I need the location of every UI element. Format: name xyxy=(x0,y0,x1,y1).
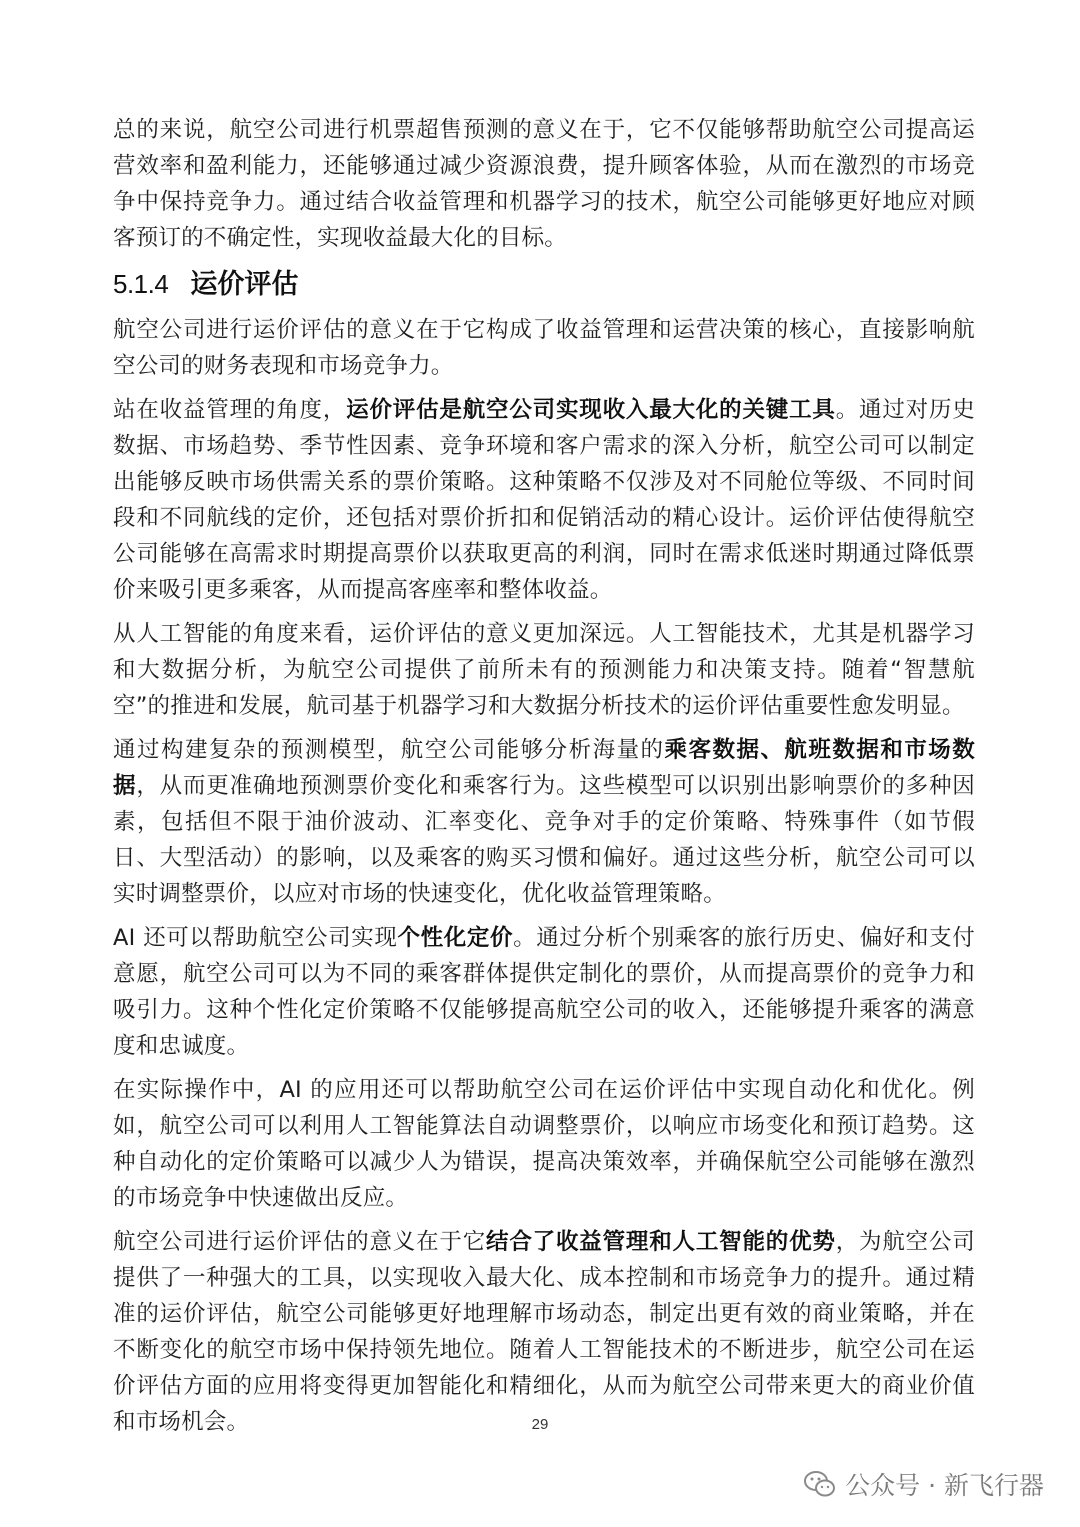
watermark-text: 公众号 · 新飞行器 xyxy=(845,1471,1044,1500)
section-title: 运价评估 xyxy=(190,269,299,300)
paragraph-1: 航空公司进行运价评估的意义在于它构成了收益管理和运营决策的核心，直接影响航空公司的财务表现和市场竞争力。 xyxy=(113,317,975,379)
p7-bold: 结合了收益管理和人工智能的优势 xyxy=(486,1229,836,1255)
p5-bold: 个性化定价 xyxy=(397,925,514,951)
p2-text-before: 站在收益管理的角度， xyxy=(113,397,347,423)
paragraph-2 xyxy=(113,392,975,608)
paragraph-4 xyxy=(113,732,975,912)
document-body xyxy=(113,112,975,1440)
paragraph-5 xyxy=(113,920,975,1064)
p4-bold: 乘客数据、航班数据和市场数据 xyxy=(113,737,975,799)
p5-text-after: 。通过分析个别乘客的旅行历史、偏好和支付意愿，航空公司可以为不同的乘客群体提供定制化的票价，从而提高票价的竞争力和吸引力。这种个性化定价策略不仅能够提高航空公司的收入，还能够提升乘客的满意度和忠诚度。 xyxy=(113,925,975,1059)
section-number: 5.1.4 xyxy=(113,269,169,299)
page-number: 29 xyxy=(531,1416,549,1433)
intro-paragraph: 总的来说，航空公司进行机票超售预测的意义在于，它不仅能够帮助航空公司提高运营效率和盈利能力，还能够通过减少资源浪费，提升顾客体验，从而在激烈的市场竞争中保持竞争力。通过结合收益管理和机器学习的技术，航空公司能够更好地应对顾客预订的不确定性，实现收益最大化的目标。 xyxy=(113,117,975,251)
paragraph-3: 从人工智能的角度来看，运价评估的意义更加深远。人工智能技术，尤其是机器学习和大数据分析，为航空公司提供了前所未有的预测能力和决策支持。随着“智慧航空”的推进和发展，航司基于机器学习和大数据分析技术的运价评估重要性愈发明显。 xyxy=(113,621,975,719)
paragraph-7 xyxy=(113,1224,975,1440)
p4-text-after: ，从而更准确地预测票价变化和乘客行为。这些模型可以识别出影响票价的多种因素，包括但不限于油价波动、汇率变化、竞争对手的定价策略、特殊事件（如节假日、大型活动）的影响，以及乘客的购买习惯和偏好。通过这些分析，航空公司可以实时调整票价，以应对市场的快速变化，优化收益管理策略。 xyxy=(113,773,976,907)
p7-text-after: ，为航空公司提供了一种强大的工具，以实现收入最大化、成本控制和市场竞争力的提升。通过精准的运价评估，航空公司能够更好地理解市场动态，制定出更有效的商业策略，并在不断变化的航空市场中保持领先地位。随着人工智能技术的不断进步，航空公司在运价评估方面的应用将变得更加智能化和精细化，从而为航空公司带来更大的商业价值和市场机会。 xyxy=(113,1229,975,1435)
p7-text-before: 航空公司进行运价评估的意义在于它 xyxy=(113,1229,487,1255)
p2-text-after: 。通过对历史数据、市场趋势、季节性因素、竞争环境和客户需求的深入分析，航空公司可以制定出能够反映市场供需关系的票价策略。这种策略不仅涉及对不同舱位等级、不同时间段和不同航线的定价，还包括对票价折扣和促销活动的精心设计。运价评估使得航空公司能够在高需求时期提高票价以获取更高的利润，同时在需求低迷时期通过降低票价来吸引更多乘客，从而提高客座率和整体收益。 xyxy=(113,397,976,603)
section-heading xyxy=(113,262,975,306)
p2-bold: 运价评估是航空公司实现收入最大化的关键工具 xyxy=(346,397,836,423)
wechat-icon xyxy=(803,1467,837,1501)
p4-text-before: 通过构建复杂的预测模型，航空公司能够分析海量的 xyxy=(113,737,665,763)
p5-text-before: AI 还可以帮助航空公司实现 xyxy=(113,925,398,951)
watermark xyxy=(803,1464,1044,1504)
paragraph-6: 在实际操作中，AI 的应用还可以帮助航空公司在运价评估中实现自动化和优化。例如，航空公司可以利用人工智能算法自动调整票价，以响应市场变化和预订趋势。这种自动化的定价策略可以减少人为错误，提高决策效率，并确保航空公司能够在激烈的市场竞争中快速做出反应。 xyxy=(113,1077,975,1211)
